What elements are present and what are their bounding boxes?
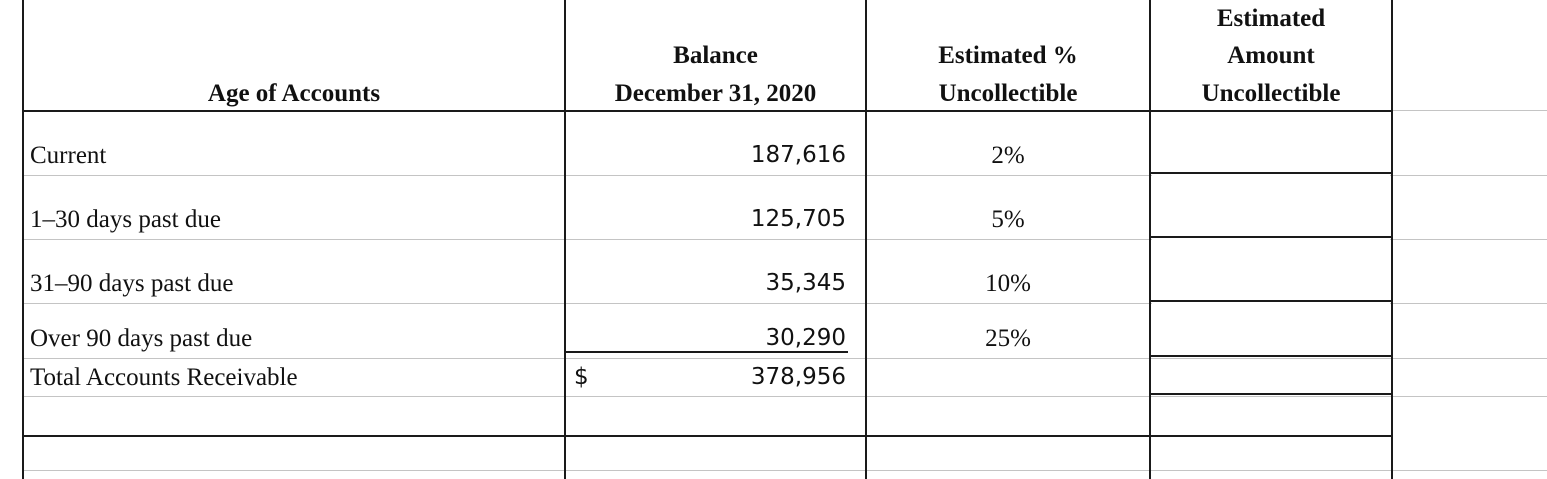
grid-line bbox=[1150, 393, 1392, 395]
row-label: Over 90 days past due bbox=[30, 325, 253, 352]
header-balance: Balance bbox=[673, 42, 758, 69]
row-balance: 30,290 bbox=[765, 325, 846, 351]
header-uncollectible: Uncollectible bbox=[938, 80, 1078, 107]
header-age-of-accounts: Age of Accounts bbox=[207, 80, 381, 107]
amount-input-total[interactable] bbox=[1152, 359, 1390, 392]
grid-line bbox=[1150, 236, 1392, 238]
total-label: Total Accounts Receivable bbox=[30, 364, 298, 391]
row-pct: 10% bbox=[985, 270, 1031, 297]
row-pct: 2% bbox=[991, 142, 1025, 169]
header-balance-date: December 31, 2020 bbox=[614, 80, 817, 107]
grid-line bbox=[1150, 300, 1392, 302]
amount-input-1-30[interactable] bbox=[1152, 175, 1390, 235]
table-bottom-rule bbox=[22, 435, 1392, 437]
amount-input-over-90[interactable] bbox=[1152, 303, 1390, 354]
grid-line bbox=[1391, 0, 1393, 479]
row-pct: 5% bbox=[991, 206, 1025, 233]
subtotal-rule bbox=[566, 351, 848, 353]
amount-input-extra[interactable] bbox=[1152, 397, 1390, 434]
amount-input-current[interactable] bbox=[1152, 113, 1390, 171]
header-estimated-pct: Estimated % bbox=[938, 42, 1078, 69]
grid-line bbox=[1392, 110, 1547, 111]
row-balance: 125,705 bbox=[750, 206, 846, 232]
header-estimated: Estimated bbox=[1216, 5, 1326, 32]
currency-symbol: $ bbox=[574, 364, 589, 390]
row-label: 1–30 days past due bbox=[30, 206, 221, 233]
header-amount: Amount bbox=[1227, 42, 1315, 69]
grid-line bbox=[1150, 172, 1392, 174]
row-pct: 25% bbox=[985, 325, 1031, 352]
row-balance: 187,616 bbox=[750, 142, 846, 168]
grid-line bbox=[1150, 355, 1392, 357]
total-balance: 378,956 bbox=[750, 364, 846, 390]
grid-line bbox=[22, 0, 24, 479]
row-label: 31–90 days past due bbox=[30, 270, 234, 297]
grid-line bbox=[22, 470, 1547, 471]
row-label: Current bbox=[30, 142, 107, 169]
row-balance: 35,345 bbox=[765, 270, 846, 296]
amount-input-31-90[interactable] bbox=[1152, 239, 1390, 299]
header-amount-uncollectible: Uncollectible bbox=[1201, 80, 1341, 107]
